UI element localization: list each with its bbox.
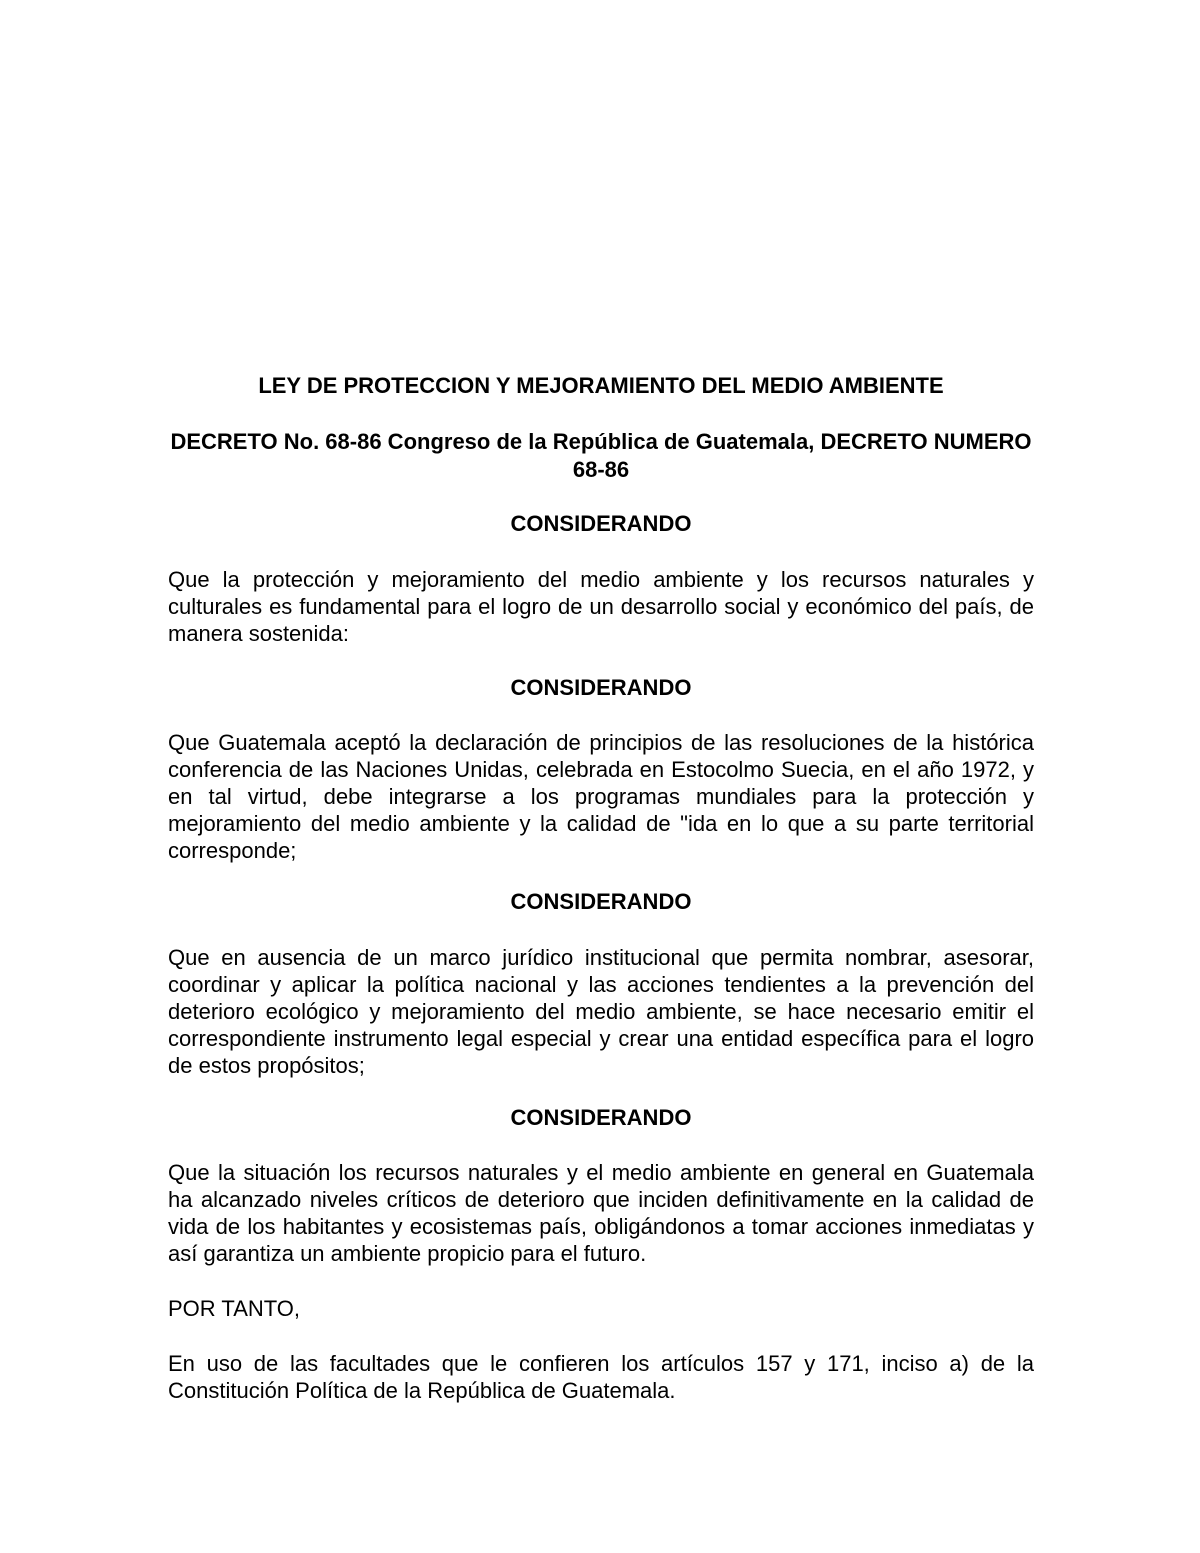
document-title: LEY DE PROTECCION Y MEJORAMIENTO DEL MEDIO AMBIENTE [258, 373, 944, 398]
decree-subtitle: DECRETO No. 68-86 Congreso de la República de Guatemala, DECRETO NUMERO 68-86 [170, 429, 1032, 482]
considerando-heading-4: CONSIDERANDO [510, 1105, 692, 1130]
closing-paragraph: En uso de las facultades que le confieren los artículos 157 y 171, inciso a) de la Constitución Política de la República de Guatemala. [168, 1351, 1034, 1403]
considerando-paragraph-1: Que la protección y mejoramiento del medio ambiente y los recursos naturales y culturales es fundamental para el logro de un desarrollo social y económico del país, de manera sostenida: [168, 567, 1034, 646]
por-tanto-text: POR TANTO, [168, 1296, 301, 1321]
considerando-heading-3: CONSIDERANDO [510, 889, 692, 914]
considerando-paragraph-3: Que en ausencia de un marco jurídico institucional que permita nombrar, asesorar, coordinar y aplicar la política nacional y las acciones tendientes a la prevención del deterioro ecológico y mejoramiento del medio ambiente, se hace necesario emitir el correspondiente instrumento legal especial y crear una entidad específica para el logro de estos propósitos; [168, 945, 1034, 1078]
considerando-heading-2: CONSIDERANDO [510, 675, 692, 700]
considerando-paragraph-2: Que Guatemala aceptó la declaración de principios de las resoluciones de la histórica conferencia de las Naciones Unidas, celebrada en Estocolmo Suecia, en el año 1972, y en tal virtud, debe integrarse a los programas mundiales para la protección y mejoramiento del medio ambiente y la calidad de "ida en lo que a su parte territorial corresponde; [168, 730, 1034, 863]
considerando-heading-1: CONSIDERANDO [510, 511, 692, 536]
considerando-paragraph-4: Que la situación los recursos naturales y el medio ambiente en general en Guatemala ha alcanzado niveles críticos de deterioro que inciden definitivamente en la calidad de vida de los habitantes y ecosistemas país, obligándonos a tomar acciones inmediatas y así garantiza un ambiente propicio para el futuro. [168, 1160, 1034, 1266]
